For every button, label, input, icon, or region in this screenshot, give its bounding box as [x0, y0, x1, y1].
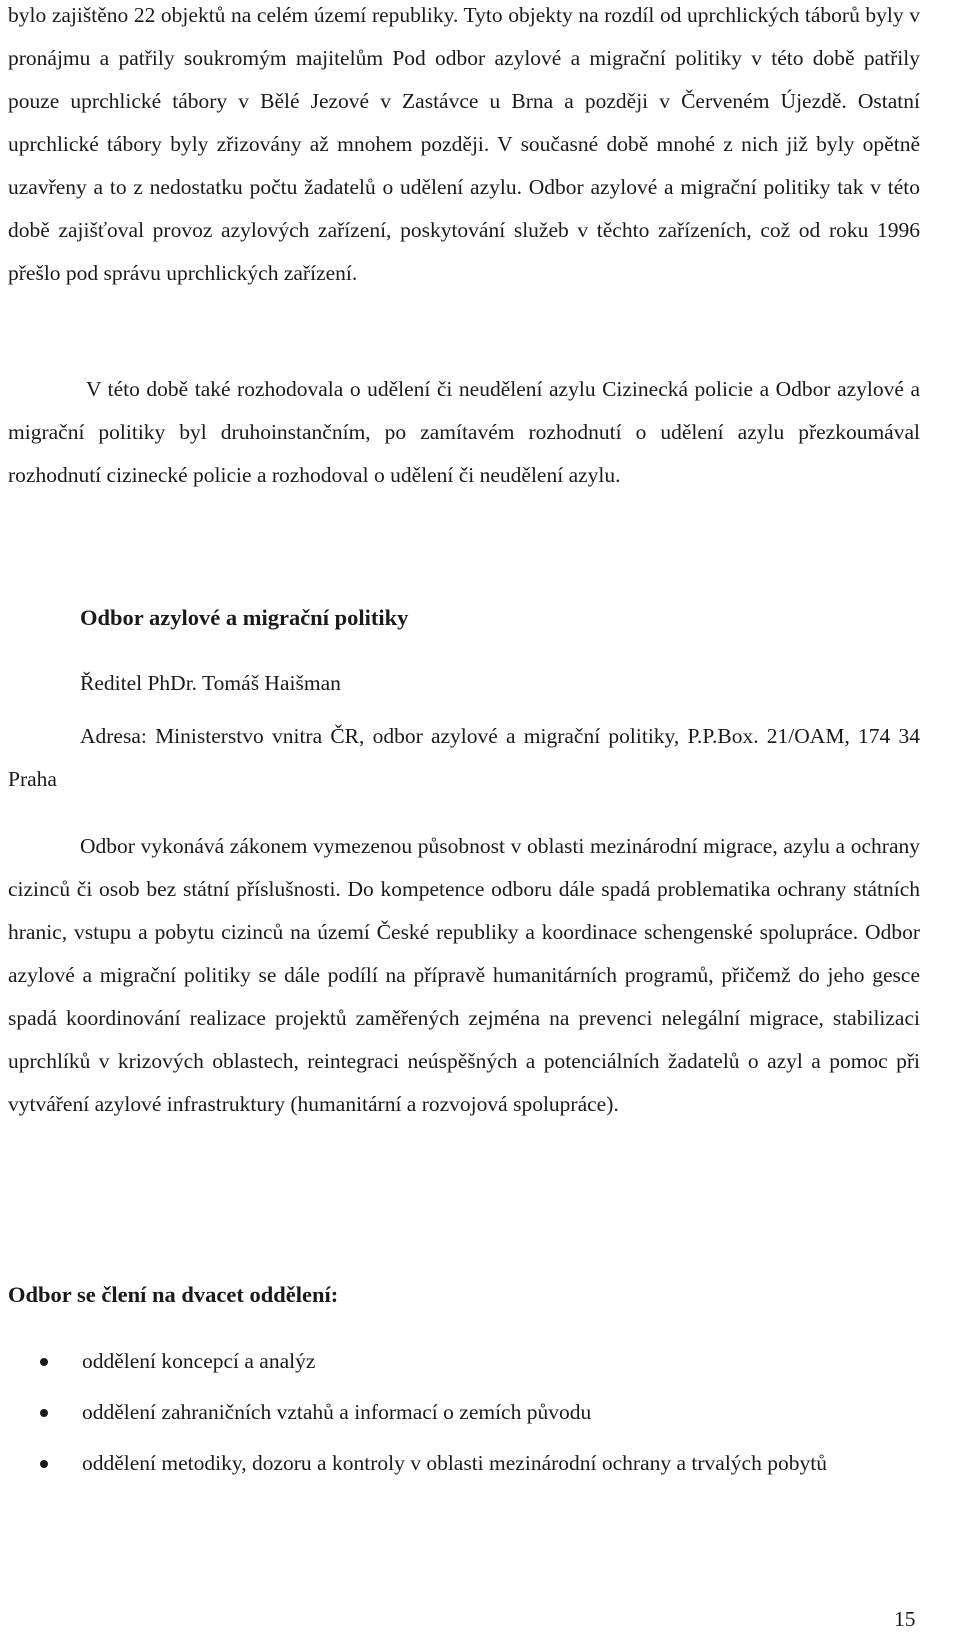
bullet-icon — [40, 1460, 48, 1468]
departments-heading: Odbor se člení na dvacet oddělení: — [8, 1282, 339, 1307]
list-item-text: oddělení koncepcí a analýz — [82, 1349, 316, 1373]
list-item — [8, 1442, 920, 1485]
paragraph-competences: Odbor vykonává zákonem vymezenou působnost v oblasti mezinárodní migrace, azylu a ochrany cizinců či osob bez státní příslušnosti. Do kompetence odboru dále spadá problematika ochrany státních hranic, vstupu a pobytu cizinců na území České republiky a koordinace schengenské spolupráce. Odbor azylové a migrační politiky se dále podílí na přípravě humanitárních programů, přičemž do jeho gesce spadá koordinování realizace projektů zaměřených zejména na prevenci nelegální migrace, stabilizaci uprchlíků v krizových oblastech, reintegraci neúspěšných a potenciálních žadatelů o azyl a pomoc při vytváření azylové infrastruktury (humanitární a rozvojová spolupráce). — [8, 834, 920, 1116]
address-line: Adresa: Ministerstvo vnitra ČR, odbor azylové a migrační politiky, P.P.Box. 21/OAM, 174 34 Praha — [8, 724, 920, 791]
list-item-text: oddělení zahraničních vztahů a informací o zemích původu — [82, 1400, 592, 1424]
list-item — [8, 1391, 920, 1434]
paragraph-asylum-decisions: V této době také rozhodovala o udělení či neudělení azylu Cizinecká policie a Odbor azylové a migrační politiky byl druhoinstančním, po zamítavém rozhodnutí o udělení azylu přezkoumával rozhodnutí cizinecké policie a rozhodoval o udělení či neudělení azylu. — [8, 377, 920, 487]
section-heading: Odbor azylové a migrační politiky — [80, 605, 409, 630]
departments-list — [8, 1340, 920, 1493]
paragraph-asylum-facilities: bylo zajištěno 22 objektů na celém území republiky. Tyto objekty na rozdíl od uprchlických táborů byly v pronájmu a patřily soukromým majitelům Pod odbor azylové a migrační politiky v této době patřily pouze uprchlické tábory v Bělé Jezové v Zastávce u Brna a později v Červeném Újezdě. Ostatní uprchlické tábory byly zřizovány až mnohem později. V současné době mnohé z nich již byly opětně uzavřeny a to z nedostatku počtu žadatelů o udělení azylu. Odbor azylové a migrační politiky tak v této době zajišťoval provoz azylových zařízení, poskytování služeb v těchto zařízeních, což od roku 1996 přešlo pod správu uprchlických zařízení. — [8, 3, 920, 285]
director-line: Ředitel PhDr. Tomáš Haišman — [80, 671, 341, 695]
bullet-icon — [40, 1409, 48, 1417]
bullet-icon — [40, 1358, 48, 1366]
page-number: 15 — [894, 1607, 916, 1631]
list-item-text: oddělení metodiky, dozoru a kontroly v oblasti mezinárodní ochrany a trvalých pobytů — [82, 1451, 827, 1475]
list-item — [8, 1340, 920, 1383]
